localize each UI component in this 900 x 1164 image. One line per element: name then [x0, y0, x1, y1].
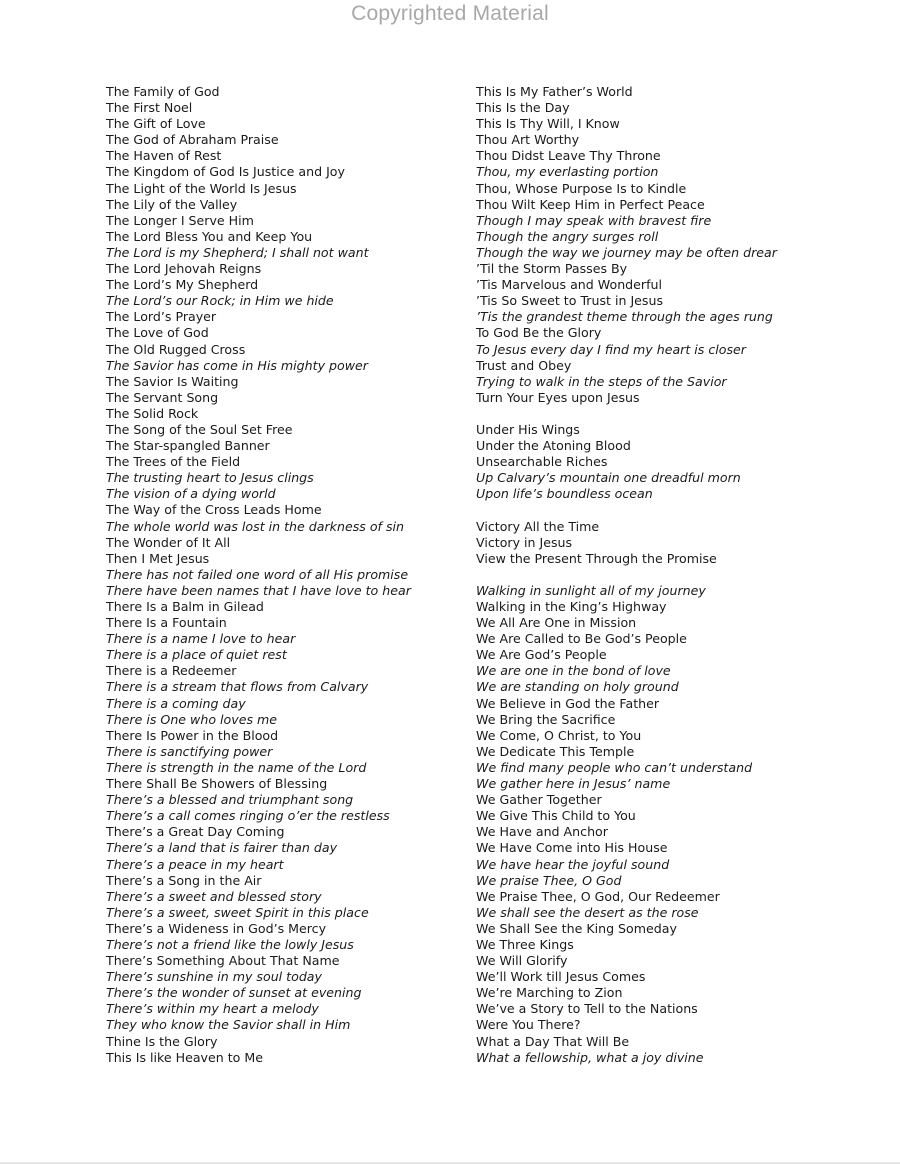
index-entry: The Savior Is Waiting — [106, 373, 239, 389]
index-entry: The Lord is my Shepherd; I shall not want — [106, 244, 369, 260]
index-entry: There has not failed one word of all His promise — [106, 566, 409, 582]
index-entry: Walking in sunlight all of my journey — [476, 582, 706, 598]
index-entry: We Dedicate This Temple — [476, 743, 635, 759]
index-entry: Though the angry surges roll — [476, 228, 659, 244]
index-entry: Unsearchable Riches — [476, 454, 608, 470]
index-entry: The Lord’s My Shepherd — [106, 277, 259, 293]
index-entry: The Solid Rock — [106, 405, 199, 421]
index-entry: There is sanctifying power — [106, 743, 273, 759]
index-entry: There’s a Great Day Coming — [106, 824, 285, 840]
index-entry: There is a name I love to hear — [106, 631, 296, 647]
index-entry: There Is a Balm in Gilead — [106, 599, 264, 614]
index-entry: There Is a Fountain — [106, 615, 227, 631]
index-entry: There is a stream that flows from Calvary — [106, 679, 369, 695]
index-entry: We Are Called to Be God’s People — [476, 631, 687, 647]
section-gap — [476, 406, 886, 422]
index-entry: ’Til the Storm Passes By — [476, 261, 628, 277]
section-gap — [476, 502, 886, 518]
index-entry: We have hear the joyful sound — [476, 856, 670, 872]
index-entry: Victory All the Time — [476, 518, 600, 534]
index-entry: What a Day That Will Be — [476, 1033, 630, 1049]
index-entry: We Will Glorify — [476, 953, 568, 969]
index-entry: We’re Marching to Zion — [476, 985, 623, 1001]
index-entry: There’s a Song in the Air — [106, 872, 262, 888]
index-entry: ’Tis So Sweet to Trust in Jesus — [476, 293, 664, 309]
index-entry: Trying to walk in the steps of the Savior — [476, 373, 727, 389]
section-gap — [476, 567, 886, 583]
index-entry: Were You There? — [476, 1017, 581, 1033]
index-entry: The Lord’s our Rock; in Him we hide — [106, 293, 334, 309]
index-entry: The God of Abraham Praise — [106, 132, 279, 148]
index-entry: Thou Wilt Keep Him in Perfect Peace — [476, 196, 705, 212]
index-entry: The Haven of Rest — [106, 148, 222, 164]
index-entry: There’s the wonder of sunset at evening — [106, 985, 362, 1001]
index-entry: We praise Thee, O God — [476, 872, 622, 888]
index-entry: The Lord Bless You and Keep You — [106, 228, 313, 244]
index-entry: We Believe in God the Father — [476, 695, 660, 711]
index-entry: There’s within my heart a melody — [106, 1001, 319, 1017]
index-entry: We shall see the desert as the rose — [476, 904, 699, 920]
index-entry: The Servant Song — [106, 389, 219, 405]
index-entry: We All Are One in Mission — [476, 615, 637, 631]
index-entry: This Is like Heaven to Me — [106, 1049, 263, 1065]
index-entry: The Lily of the Valley — [106, 196, 238, 212]
index-entry: Thou Didst Leave Thy Throne — [476, 148, 661, 164]
index-entry: We Shall See the King Someday — [476, 920, 677, 936]
index-entry: The whole world was lost in the darkness of sin — [106, 518, 405, 534]
index-column-right — [476, 84, 886, 1066]
index-entry: There is strength in the name of the Lord — [106, 759, 367, 775]
index-entry: We Are God’s People — [476, 647, 607, 663]
index-entry: We’ll Work till Jesus Comes — [476, 969, 646, 985]
index-entry: There is One who loves me — [106, 711, 278, 727]
index-entry: ’Tis the grandest theme through the ages rung — [476, 309, 773, 325]
index-entry: There’s a blessed and triumphant song — [106, 792, 354, 808]
index-entry: We Three Kings — [476, 936, 574, 952]
index-entry: We’ve a Story to Tell to the Nations — [476, 1001, 698, 1017]
copyright-watermark: Copyrighted Material — [351, 2, 549, 25]
index-entry: ’Tis Marvelous and Wonderful — [476, 277, 663, 293]
index-entry: There’s a land that is fairer than day — [106, 840, 338, 856]
index-entry: The Wonder of It All — [106, 534, 231, 550]
index-entry: Walking in the King’s Highway — [476, 599, 667, 614]
index-entry: There’s a Wideness in God’s Mercy — [106, 920, 327, 936]
index-entry: Then I Met Jesus — [106, 550, 210, 566]
index-entry: There is a coming day — [106, 695, 246, 711]
index-entry: There’s sunshine in my soul today — [106, 969, 322, 985]
index-entry: This Is Thy Will, I Know — [476, 116, 620, 132]
index-entry: Turn Your Eyes upon Jesus — [476, 389, 640, 405]
index-entry: The First Noel — [106, 100, 193, 116]
index-entry: We are one in the bond of love — [476, 663, 671, 679]
index-entry: The Song of the Soul Set Free — [106, 421, 293, 437]
index-entry: Though I may speak with bravest fire — [476, 212, 712, 228]
index-entry: They who know the Savior shall in Him — [106, 1017, 351, 1033]
index-entry: The Lord’s Prayer — [106, 309, 217, 325]
index-entry: There’s not a friend like the lowly Jesus — [106, 936, 354, 952]
index-entry: Thine Is the Glory — [106, 1033, 218, 1049]
index-entry: Upon life’s boundless ocean — [476, 486, 653, 502]
index-entry: There is a Redeemer — [106, 663, 237, 679]
index-entry: The trusting heart to Jesus clings — [106, 470, 314, 486]
index-entry: Though the way we journey may be often drear — [476, 244, 777, 260]
index-entry: We Have Come into His House — [476, 840, 668, 856]
index-entry: The vision of a dying world — [106, 486, 276, 502]
index-entry: We Have and Anchor — [476, 824, 608, 840]
index-entry: There Shall Be Showers of Blessing — [106, 776, 328, 792]
index-entry: We find many people who can’t understand — [476, 759, 753, 775]
index-entry: The Way of the Cross Leads Home — [106, 502, 322, 518]
index-entry: The Light of the World Is Jesus — [106, 180, 297, 196]
index-entry: We are standing on holy ground — [476, 679, 679, 695]
index-entry: Under the Atoning Blood — [476, 438, 631, 454]
index-entry: There’s a sweet and blessed story — [106, 888, 322, 904]
index-entry: We gather here in Jesus’ name — [476, 776, 671, 792]
index-entry: We Praise Thee, O God, Our Redeemer — [476, 888, 720, 904]
index-entry: To God Be the Glory — [476, 325, 602, 341]
index-entry: There’s a sweet, sweet Spirit in this place — [106, 904, 369, 920]
index-entry: There’s a call comes ringing o’er the restless — [106, 808, 390, 824]
index-entry: There’s a peace in my heart — [106, 856, 284, 872]
index-entry: There have been names that I have love to hear — [106, 582, 411, 598]
index-entry: Thou, my everlasting portion — [476, 164, 659, 180]
index-entry: There Is Power in the Blood — [106, 727, 279, 743]
index-entry: Thou, Whose Purpose Is to Kindle — [476, 180, 687, 196]
index-entry: Victory in Jesus — [476, 534, 573, 550]
index-entry: The Kingdom of God Is Justice and Joy — [106, 164, 345, 180]
index-entry: Thou Art Worthy — [476, 132, 580, 148]
index-entry: There is a place of quiet rest — [106, 647, 287, 663]
index-entry: What a fellowship, what a joy divine — [476, 1049, 704, 1065]
index-entry: We Gather Together — [476, 792, 602, 808]
index-entry: The Old Rugged Cross — [106, 341, 246, 357]
index-entry: The Star-spangled Banner — [106, 438, 270, 454]
index-entry: We Come, O Christ, to You — [476, 727, 642, 743]
index-entry: There’s Something About That Name — [106, 953, 340, 969]
index-entry: Trust and Obey — [476, 357, 572, 373]
index-column-left — [106, 84, 466, 1066]
index-entry: To Jesus every day I find my heart is closer — [476, 341, 746, 357]
index-entry: The Love of God — [106, 325, 209, 341]
index-entry: Up Calvary’s mountain one dreadful morn — [476, 470, 741, 486]
index-entry: This Is My Father’s World — [476, 84, 633, 99]
index-entry: View the Present Through the Promise — [476, 550, 717, 566]
index-entry: This Is the Day — [476, 100, 570, 116]
index-entry: We Give This Child to You — [476, 808, 636, 824]
index-entry: The Lord Jehovah Reigns — [106, 261, 262, 277]
index-entry: The Family of God — [106, 84, 220, 99]
index-entry: The Gift of Love — [106, 116, 206, 132]
index-entry: The Longer I Serve Him — [106, 212, 254, 228]
index-entry: The Savior has come in His mighty power — [106, 357, 368, 373]
index-entry: We Bring the Sacrifice — [476, 711, 616, 727]
index-entry: Under His Wings — [476, 421, 580, 437]
index-entry: The Trees of the Field — [106, 454, 241, 470]
